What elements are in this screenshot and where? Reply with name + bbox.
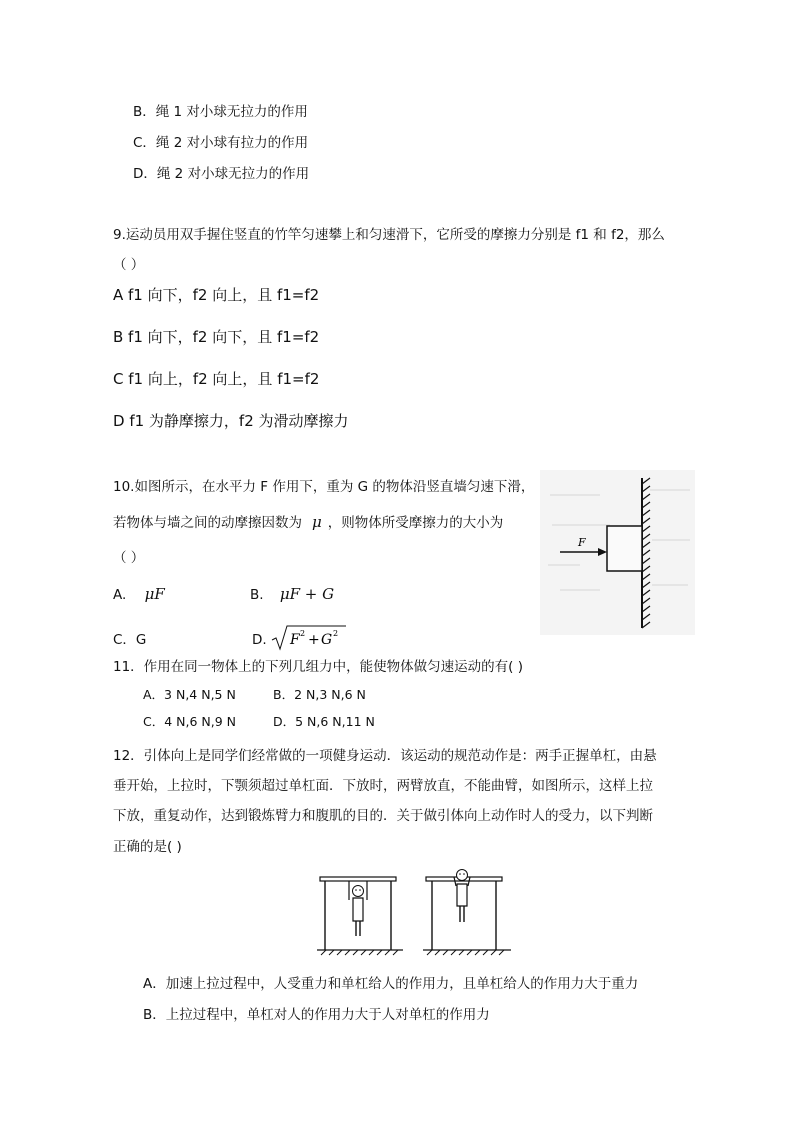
q11-option-b: B．2 N,3 N,6 N — [273, 687, 366, 702]
q12-option-b: B．上拉过程中，单杠对人的作用力大于人对单杠的作用力 — [143, 1007, 490, 1023]
q9-option-b: B f1 向下，f2 向下，且 f1=f2 — [113, 328, 320, 346]
q9-option-c: C f1 向上，f2 向上，且 f1=f2 — [113, 370, 320, 388]
q8-option-b: B．绳 1 对小球无拉力的作用 — [133, 104, 308, 120]
svg-text:F: F — [290, 632, 300, 648]
q10-option-b-label: B. — [250, 587, 264, 603]
q10-option-b — [250, 585, 334, 604]
q10-option-d-label: D. — [252, 632, 267, 648]
q9-answer-paren: （ ） — [113, 257, 145, 273]
svg-text:2: 2 — [333, 629, 339, 638]
q10-option-a-expr: μF — [144, 585, 165, 603]
q11-option-d: D．5 N,6 N,11 N — [273, 714, 375, 729]
q10-figure-block-on-wall — [540, 470, 695, 635]
q9-option-a: A f1 向下，f2 向上，且 f1=f2 — [113, 286, 320, 304]
q10-option-a — [113, 585, 165, 604]
q10-stem-line2 — [113, 513, 503, 532]
block — [607, 526, 642, 571]
svg-text:G: G — [321, 632, 333, 648]
q10-option-b-expr: μF + G — [279, 585, 335, 603]
q12-stem-line1: 12．引体向上是同学们经常做的一项健身运动．该运动的规范动作是：两手正握单杠，由悬 — [113, 748, 657, 764]
q12-stem-line4: 正确的是( ) — [113, 839, 182, 855]
svg-text:+: + — [308, 632, 320, 648]
q10-stem-line2-b: ，则物体所受摩擦力的大小为 — [327, 515, 504, 531]
q10-option-c: C．G — [113, 632, 147, 648]
q11-option-a: A．3 N,4 N,5 N — [143, 687, 236, 702]
q10-answer-paren: （ ） — [113, 550, 145, 566]
q10-stem-line2-a: 若物体与墙之间的动摩擦因数为 — [113, 515, 302, 531]
force-label: F — [578, 536, 586, 549]
q8-option-c: C．绳 2 对小球有拉力的作用 — [133, 135, 309, 151]
q12-stem-line2: 垂开始，上拉时，下颚须超过单杠面．下放时，两臂放直，不能曲臂，如图所示，这样上拉 — [113, 778, 653, 794]
q8-option-d: D．绳 2 对小球无拉力的作用 — [133, 166, 310, 182]
q12-figure-pullup — [315, 866, 515, 956]
q11-option-c: C．4 N,6 N,9 N — [143, 714, 237, 729]
q10-stem-line1: 10.如图所示，在水平力 F 作用下，重为 G 的物体沿竖直墙匀速下滑， — [113, 479, 535, 495]
q12-stem-line3: 下放，重复动作，达到锻炼臂力和腹肌的目的．关于做引体向上动作时人的受力，以下判断 — [113, 808, 653, 824]
q9-option-d: D f1 为静摩擦力，f2 为滑动摩擦力 — [113, 412, 349, 430]
mu-symbol: μ — [312, 513, 322, 531]
q10-option-a-label: A. — [113, 587, 127, 603]
svg-text:2: 2 — [300, 629, 306, 638]
q12-option-a: A．加速上拉过程中，人受重力和单杠给人的作用力，且单杠给人的作用力大于重力 — [143, 976, 639, 992]
q10-option-d-sqrt-formula — [270, 622, 348, 652]
q11-stem: 11．作用在同一物体上的下列几组力中，能使物体做匀速运动的有( ) — [113, 659, 524, 675]
q9-stem: 9.运动员用双手握住竖直的竹竿匀速攀上和匀速滑下，它所受的摩擦力分别是 f1 和 f2，那么 — [113, 227, 665, 243]
